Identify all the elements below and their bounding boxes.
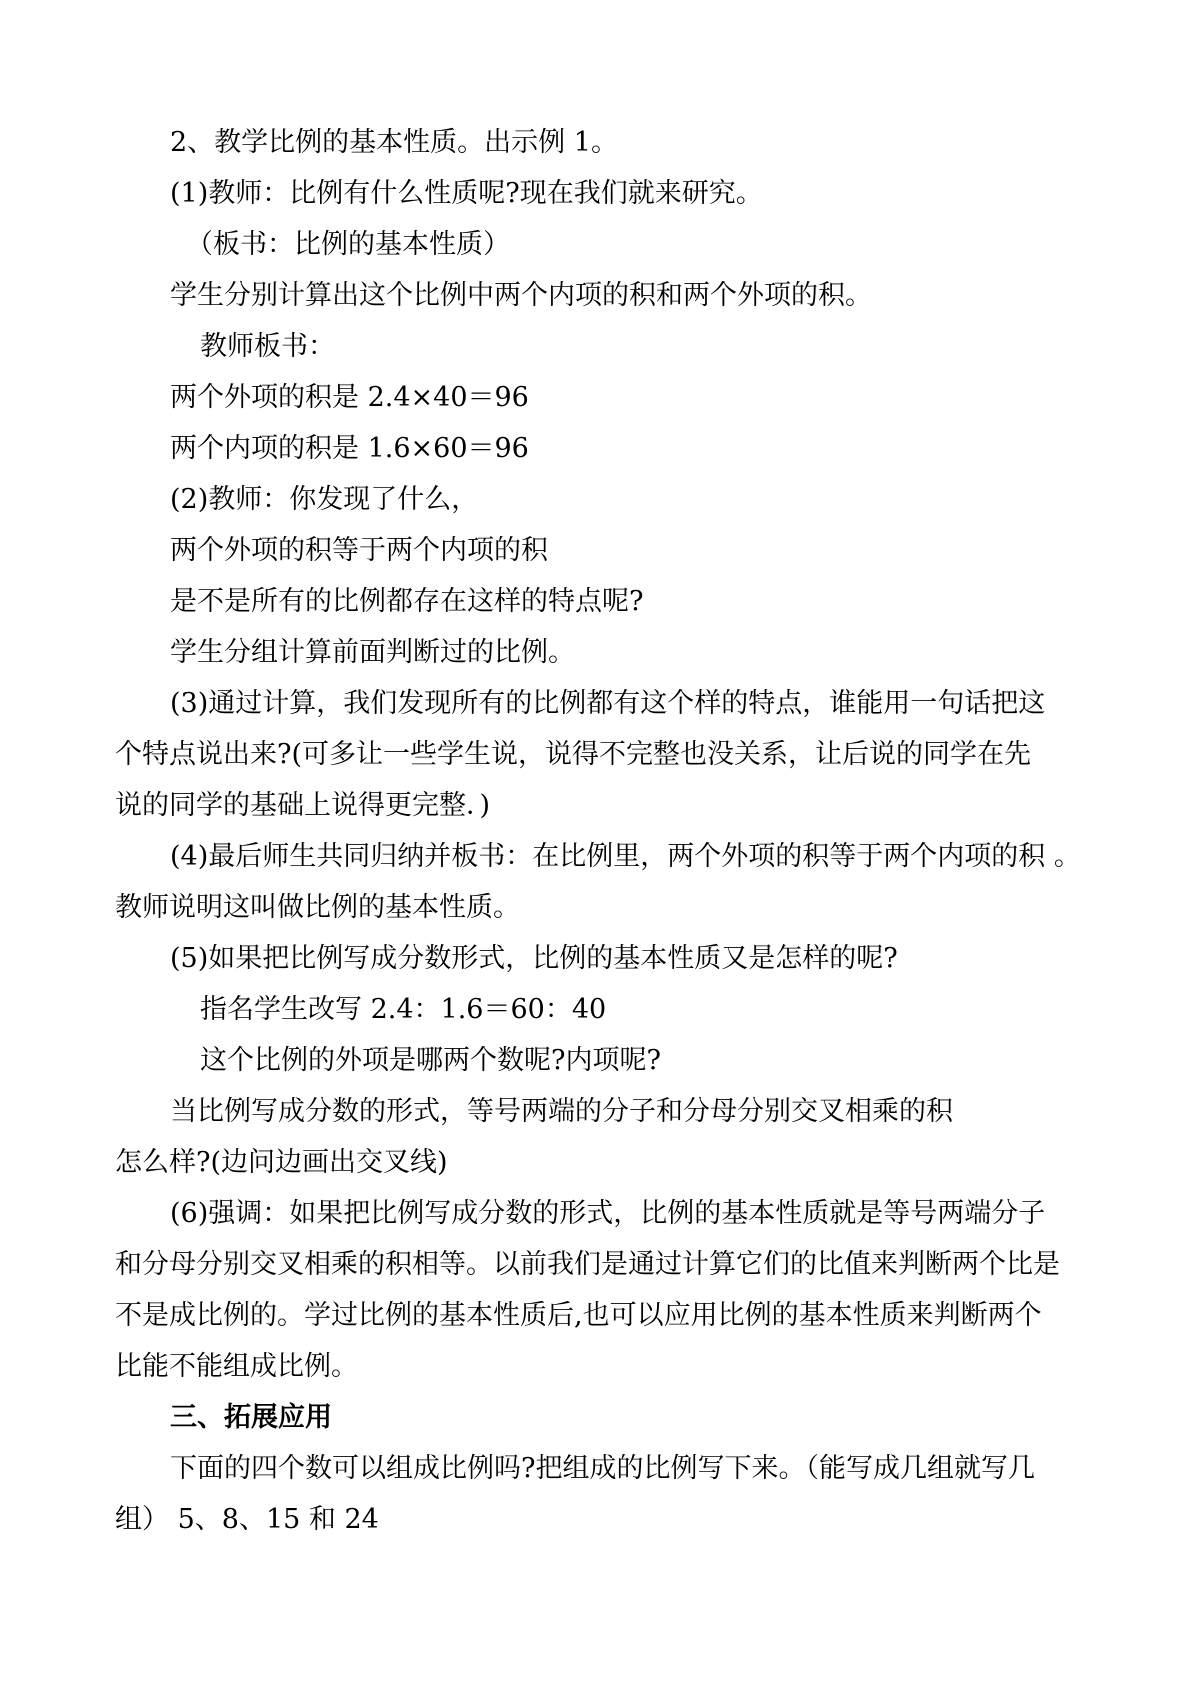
- paragraph-line: 怎么样?(边问边画出交叉线): [115, 1147, 448, 1178]
- paragraph-line: 下面的四个数可以组成比例吗?把组成的比例写下来。（能写成几组就写几: [170, 1453, 1035, 1484]
- paragraph-line: 教师说明这叫做比例的基本性质。: [115, 892, 520, 923]
- paragraph-line: 说的同学的基础上说得更完整．): [115, 790, 491, 821]
- paragraph-line: (4)最后师生共同归纳并板书：在比例里，两个外项的积等于两个内项的积 。: [170, 841, 1081, 872]
- paragraph-line: (6)强调：如果把比例写成分数的形式，比例的基本性质就是等号两端分子: [170, 1198, 1046, 1229]
- paragraph-line: 这个比例的外项是哪两个数呢?内项呢?: [200, 1045, 661, 1076]
- paragraph-line: (5)如果把比例写成分数形式，比例的基本性质又是怎样的呢?: [170, 943, 898, 974]
- paragraph-line: 学生分组计算前面判断过的比例。: [170, 637, 575, 668]
- paragraph-line: (2)教师：你发现了什么，: [170, 484, 479, 515]
- paragraph-line: 不是成比例的。学过比例的基本性质后,也可以应用比例的基本性质来判断两个: [115, 1300, 1042, 1331]
- paragraph-line: 学生分别计算出这个比例中两个内项的积和两个外项的积。: [170, 280, 872, 311]
- paragraph-line: 两个外项的积等于两个内项的积: [170, 535, 548, 566]
- paragraph-line: 指名学生改写 2.4：1.6＝60：40: [200, 994, 607, 1025]
- paragraph-line: 2、教学比例的基本性质。出示例 1。: [170, 127, 618, 158]
- paragraph-line: 和分母分别交叉相乘的积相等。以前我们是通过计算它们的比值来判断两个比是: [115, 1249, 1060, 1280]
- paragraph-line: 是不是所有的比例都存在这样的特点呢?: [170, 586, 644, 617]
- paragraph-line: 两个内项的积是 1.6×60＝96: [170, 433, 529, 464]
- paragraph-line: 当比例写成分数的形式，等号两端的分子和分母分别交叉相乘的积: [170, 1096, 953, 1127]
- section-heading: 三、拓展应用: [170, 1402, 332, 1433]
- paragraph-line: (3)通过计算，我们发现所有的比例都有这个样的特点，谁能用一句话把这: [170, 688, 1046, 719]
- paragraph-line: (1)教师：比例有什么性质呢?现在我们就来研究。: [170, 178, 763, 209]
- paragraph-line: 组） 5、8、15 和 24: [115, 1504, 379, 1535]
- paragraph-line: 比能不能组成比例。: [115, 1351, 358, 1382]
- paragraph-line: 两个外项的积是 2.4×40＝96: [170, 382, 529, 413]
- paragraph-line: 个特点说出来?(可多让一些学生说，说得不完整也没关系，让后说的同学在先: [115, 739, 1032, 770]
- paragraph-line: （板书：比例的基本性质）: [186, 229, 510, 260]
- paragraph-line: 教师板书：: [200, 331, 335, 362]
